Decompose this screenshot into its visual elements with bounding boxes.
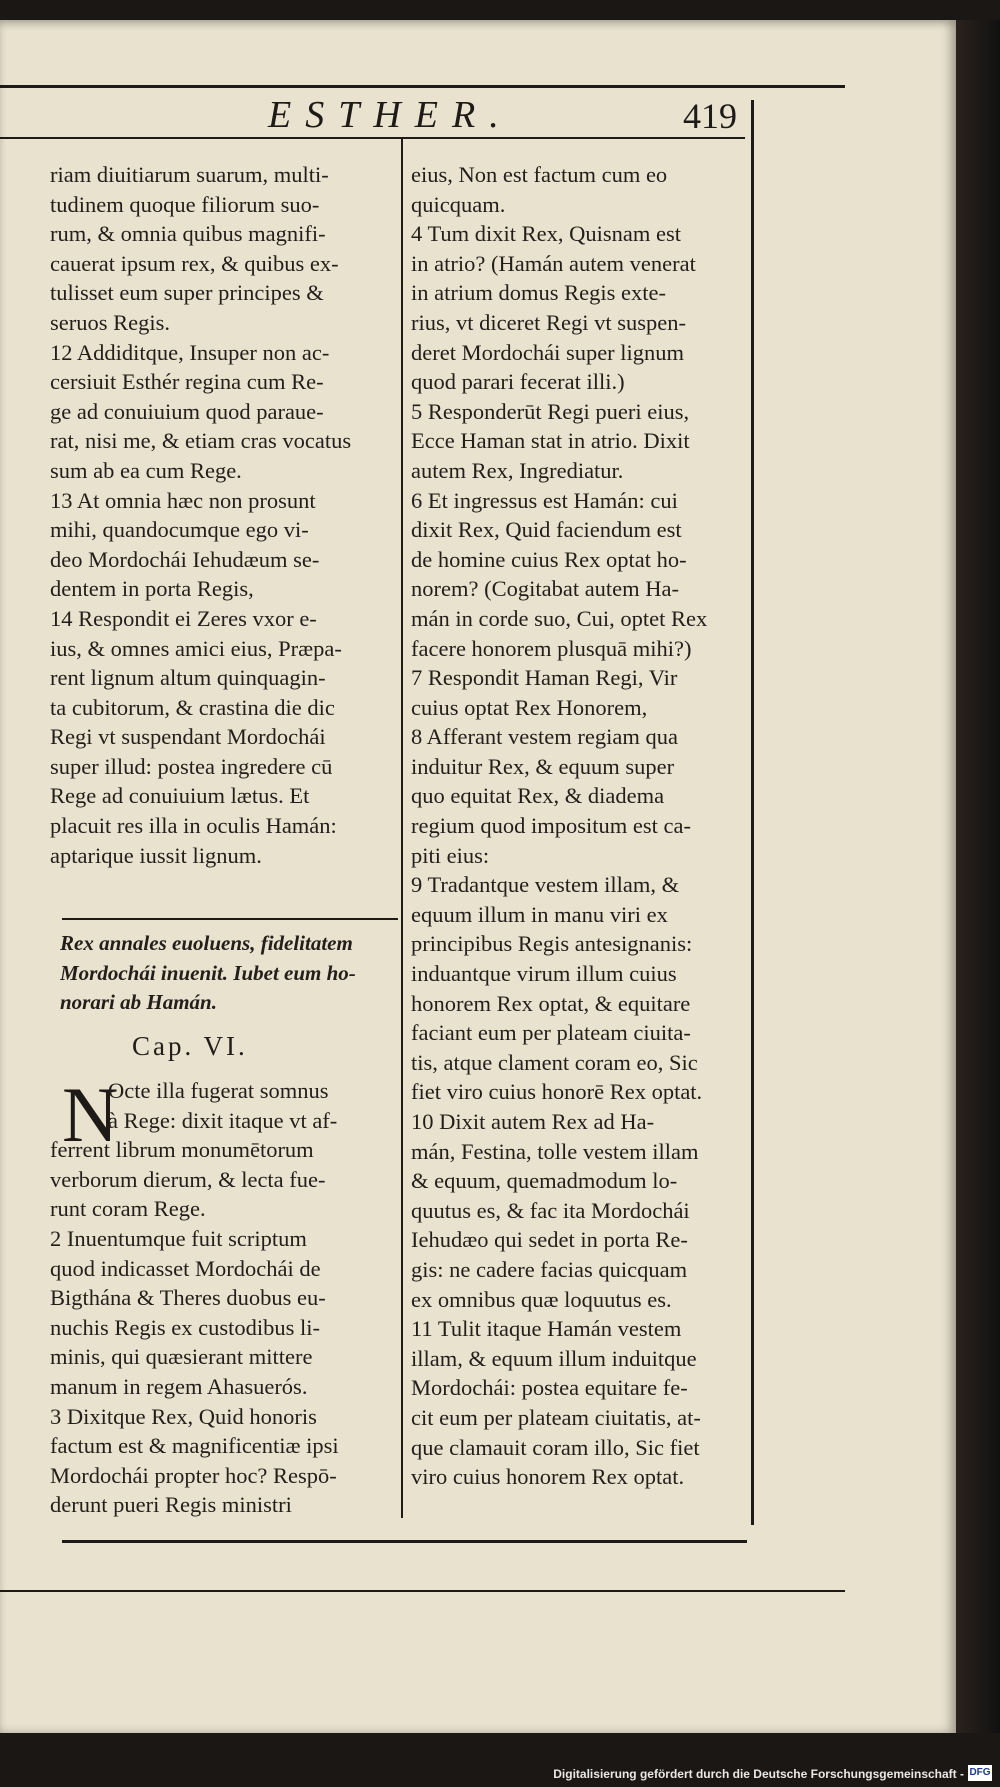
text-line: deret Mordochái super lignum [411, 339, 685, 365]
text-line: Ecce Haman stat in atrio. Dixit [411, 428, 690, 454]
bottom-rule-2 [0, 1590, 845, 1592]
chapter-summary [60, 928, 400, 1017]
text-line: Regi vt suspendant Mordochái [50, 724, 326, 750]
text-line: quod parari fecerat illi.) [411, 369, 625, 395]
text-line: cauerat ipsum rex, & quibus ex- [50, 250, 339, 276]
text-line: à Rege: dixit itaque vt af- [108, 1107, 338, 1133]
text-line: cit eum per plateam ciuitatis, at- [411, 1404, 701, 1430]
text-line: faciant eum per plateam ciuita- [411, 1020, 691, 1046]
dfg-logo-icon: DFG [968, 1765, 992, 1781]
text-line: Rege ad conuiuium lætus. Et [50, 783, 310, 809]
text-line: 9 Tradantque vestem illam, & [411, 872, 680, 898]
drop-cap: N [62, 1071, 119, 1158]
text-line: autem Rex, Ingrediatur. [411, 457, 624, 483]
text-line: 10 Dixit autem Rex ad Ha- [411, 1109, 655, 1134]
text-line: deo Mordochái Iehudæum se- [50, 546, 320, 572]
text-line: rius, vt diceret Regi vt suspen- [411, 309, 686, 335]
text-line: ex omnibus quæ loquutus es. [411, 1286, 672, 1312]
text-line: 3 Dixitque Rex, Quid honoris [50, 1403, 317, 1429]
text-line: sum ab ea cum Rege. [50, 457, 242, 483]
text-line: Mordochái propter hoc? Respō- [50, 1462, 337, 1488]
text-line: quo equitat Rex, & diadema [411, 783, 665, 809]
text-line: mán, Festina, tolle vestem illam [411, 1138, 699, 1164]
text-line: aptarique iussit lignum. [50, 842, 262, 868]
text-line: dentem in porta Regis, [50, 576, 254, 602]
text-line: 4 Tum dixit Rex, Quisnam est [411, 221, 682, 247]
text-line: placuit res illa in oculis Hamán: [50, 813, 337, 839]
text-line: illam, & equum illum induitque [411, 1345, 697, 1371]
text-line: de homine cuius Rex optat ho- [411, 546, 687, 572]
text-line: gis: ne cadere facias quicquam [411, 1256, 688, 1282]
text-line: regium quod impositum est ca- [411, 813, 691, 839]
text-line: equum illum in manu viri ex [411, 901, 668, 927]
text-line: verborum dierum, & lecta fue- [50, 1166, 326, 1192]
header-bottom-rule [0, 137, 745, 139]
text-line: nuchis Regis ex custodibus li- [50, 1314, 320, 1340]
text-line: 2 Inuentumque fuit scriptum [50, 1225, 307, 1251]
text-line: in atrium domus Regis exte- [411, 280, 666, 306]
text-line: cuius optat Rex Honorem, [411, 694, 648, 720]
text-line: & equum, quemadmodum lo- [411, 1168, 678, 1194]
text-line: super illud: postea ingredere cū [50, 753, 333, 779]
right-column [411, 160, 748, 1492]
text-line: ferrent librum monumētorum [50, 1137, 314, 1163]
text-line: minis, qui quæsierant mittere [50, 1344, 313, 1370]
text-line: 14 Respondit ei Zeres vxor e- [50, 605, 317, 631]
text-line: fiet viro cuius honorē Rex optat. [411, 1079, 703, 1105]
text-line: Octe illa fugerat somnus [108, 1078, 329, 1103]
text-line: cersiuit Esthér regina cum Re- [50, 369, 324, 395]
text-line: 6 Et ingressus est Hamán: cui [411, 487, 678, 513]
bottom-rule-1 [62, 1540, 747, 1543]
text-line: ta cubitorum, & crastina die dic [50, 694, 335, 720]
text-line: 11 Tulit itaque Hamán vestem [411, 1316, 682, 1342]
text-line: rat, nisi me, & etiam cras vocatus [50, 428, 352, 454]
text-line: riam diuitiarum suarum, multi- [50, 162, 329, 187]
summary-top-rule [62, 918, 398, 920]
footer-credit: Digitalisierung gefördert durch die Deutsche Forschungsgemeinschaft - [553, 1767, 964, 1781]
chapter-heading: Cap. VI. [132, 1031, 248, 1061]
text-line: tis, atque clament coram eo, Sic [411, 1049, 698, 1075]
text-line: quutus es, & fac ita Mordochái [411, 1197, 690, 1223]
text-line: 5 Responderūt Regi pueri eius, [411, 398, 690, 424]
summary-line: Rex annales euoluens, fidelitatem [60, 931, 353, 955]
page-edge-shadow [956, 20, 1000, 1733]
text-line: quod indicasset Mordochái de [50, 1255, 321, 1281]
text-line: que clamauit coram illo, Sic fiet [411, 1434, 700, 1460]
text-line: induantque virum illum cuius [411, 961, 677, 987]
page-number: 419 [683, 96, 737, 136]
text-line: dixit Rex, Quid faciendum est [411, 517, 682, 543]
text-line: mán in corde suo, Cui, optet Rex [411, 605, 708, 631]
text-line: derunt pueri Regis ministri [50, 1492, 292, 1518]
text-line: rent lignum altum quinquagin- [50, 665, 326, 691]
text-line: quicquam. [411, 191, 506, 217]
text-line: manum in regem Ahasuerós. [50, 1373, 308, 1399]
text-line: eius, Non est factum cum eo [411, 162, 668, 187]
text-line: piti eius: [411, 842, 490, 868]
text-line: 12 Addiditque, Insuper non ac- [50, 339, 330, 365]
text-line: 8 Afferant vestem regiam qua [411, 724, 678, 750]
text-line: Iehudæo qui sedet in porta Re- [411, 1227, 688, 1253]
text-line: mihi, quandocumque ego vi- [50, 517, 309, 543]
text-line: in atrio? (Hamán autem venerat [411, 250, 696, 276]
text-line: principibus Regis antesignanis: [411, 931, 693, 957]
text-line: facere honorem plusquā mihi?) [411, 635, 692, 661]
text-line: ge ad conuiuium quod paraue- [50, 398, 324, 424]
text-line: seruos Regis. [50, 309, 170, 335]
text-line: tulisset eum super principes & [50, 280, 324, 306]
text-line: induitur Rex, & equum super [411, 753, 675, 779]
text-line: Bigthána & Theres duobus eu- [50, 1285, 326, 1311]
text-line: ius, & omnes amici eius, Præpa- [50, 635, 342, 661]
text-line: 13 At omnia hæc non prosunt [50, 487, 316, 513]
text-line: honorem Rex optat, & equitare [411, 990, 691, 1016]
text-line: Mordochái: postea equitare fe- [411, 1375, 688, 1401]
text-line: tudinem quoque filiorum suo- [50, 191, 320, 217]
text-line: factum est & magnificentiæ ipsi [50, 1433, 339, 1459]
left-column [50, 160, 398, 870]
left-column-chapter-text [50, 1071, 398, 1520]
header-top-rule [0, 85, 845, 88]
text-line: 7 Respondit Haman Regi, Vir [411, 665, 678, 691]
text-line: rum, & omnia quibus magnifi- [50, 221, 326, 247]
running-head-title: ESTHER. [268, 94, 513, 136]
text-line: runt coram Rege. [50, 1196, 206, 1222]
text-line: norem? (Cogitabat autem Ha- [411, 576, 680, 602]
summary-line: Mordochái inuenit. Iubet eum ho- [60, 960, 356, 985]
right-margin-rule [751, 100, 754, 1525]
column-divider [401, 138, 403, 1518]
text-line: viro cuius honorem Rex optat. [411, 1464, 685, 1490]
summary-line: norari ab Hamán. [60, 990, 217, 1015]
